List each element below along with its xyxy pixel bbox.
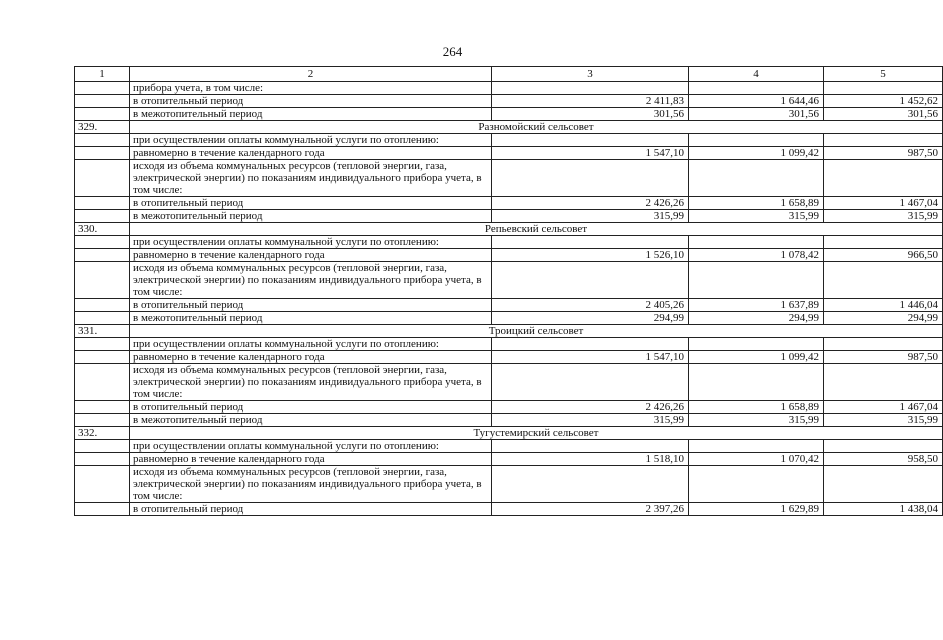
row-number-cell: [75, 147, 130, 160]
row-label: в отопительный период: [130, 503, 492, 516]
tariff-value-col-5: 1 446,04: [824, 299, 943, 312]
row-label: в отопительный период: [130, 197, 492, 210]
row-label: в межотопительный период: [130, 312, 492, 325]
tariff-value-col-4: 315,99: [689, 210, 824, 223]
tariff-value-col-3: 2 426,26: [492, 197, 689, 210]
table-row: [75, 236, 943, 249]
tariff-value-col-4: [689, 338, 824, 351]
row-number-cell: [75, 108, 130, 121]
row-label: равномерно в течение календарного года: [130, 147, 492, 160]
tariff-table: [74, 66, 943, 516]
row-label: в отопительный период: [130, 401, 492, 414]
row-label: в межотопительный период: [130, 414, 492, 427]
tariff-value-col-3: 2 405,26: [492, 299, 689, 312]
tariff-value-col-3: 2 411,83: [492, 95, 689, 108]
table-row: [75, 299, 943, 312]
tariff-value-col-5: 1 438,04: [824, 503, 943, 516]
tariff-value-col-3: 1 547,10: [492, 147, 689, 160]
table-row: [75, 312, 943, 325]
row-number-cell: [75, 503, 130, 516]
row-label: при осуществлении оплаты коммунальной услуги по отоплению:: [130, 338, 492, 351]
tariff-value-col-4: [689, 134, 824, 147]
column-header-1: 1: [75, 67, 130, 82]
row-label: в отопительный период: [130, 299, 492, 312]
column-header-3: 3: [492, 67, 689, 82]
column-header-4: 4: [689, 67, 824, 82]
tariff-value-col-5: 958,50: [824, 453, 943, 466]
tariff-value-col-5: 1 452,62: [824, 95, 943, 108]
tariff-value-col-5: 301,56: [824, 108, 943, 121]
row-number-cell: [75, 262, 130, 299]
council-name: Троицкий сельсовет: [130, 325, 943, 338]
council-name: Тугустемирский сельсовет: [130, 427, 943, 440]
council-header-row: [75, 223, 943, 236]
tariff-value-col-3: [492, 82, 689, 95]
column-number-header: [75, 67, 943, 82]
tariff-value-col-4: [689, 440, 824, 453]
column-header-2: 2: [130, 67, 492, 82]
tariff-value-col-4: [689, 466, 824, 503]
tariff-value-col-3: [492, 134, 689, 147]
tariff-value-col-5: [824, 134, 943, 147]
row-label: равномерно в течение календарного года: [130, 249, 492, 262]
table-row: [75, 95, 943, 108]
tariff-value-col-4: 1 629,89: [689, 503, 824, 516]
table-row: [75, 453, 943, 466]
tariff-value-col-4: 294,99: [689, 312, 824, 325]
row-number-cell: [75, 134, 130, 147]
table-row: [75, 210, 943, 223]
row-label: равномерно в течение календарного года: [130, 453, 492, 466]
tariff-value-col-3: [492, 262, 689, 299]
table-row: [75, 351, 943, 364]
tariff-value-col-5: [824, 466, 943, 503]
council-number: 331.: [75, 325, 130, 338]
table-row: [75, 338, 943, 351]
row-number-cell: [75, 95, 130, 108]
table-row: [75, 134, 943, 147]
table-row: [75, 401, 943, 414]
row-label: исходя из объема коммунальных ресурсов (тепловой энергии, газа, электрической энергии) по показаниям индивидуального прибора учета, в том числе:: [130, 364, 492, 401]
row-label: при осуществлении оплаты коммунальной услуги по отоплению:: [130, 236, 492, 249]
row-number-cell: [75, 312, 130, 325]
tariff-value-col-4: [689, 236, 824, 249]
column-header-5: 5: [824, 67, 943, 82]
tariff-value-col-3: 2 397,26: [492, 503, 689, 516]
tariff-value-col-4: [689, 262, 824, 299]
tariff-value-col-5: 315,99: [824, 210, 943, 223]
row-label: исходя из объема коммунальных ресурсов (тепловой энергии, газа, электрической энергии) по показаниям индивидуального прибора учета, в том числе:: [130, 262, 492, 299]
table-row: [75, 108, 943, 121]
row-number-cell: [75, 82, 130, 95]
tariff-value-col-3: [492, 364, 689, 401]
table-row: [75, 82, 943, 95]
tariff-value-col-3: [492, 338, 689, 351]
row-number-cell: [75, 249, 130, 262]
tariff-value-col-4: [689, 160, 824, 197]
tariff-value-col-5: 294,99: [824, 312, 943, 325]
row-label: в отопительный период: [130, 95, 492, 108]
table-row: [75, 160, 943, 197]
page-number: 264: [442, 44, 463, 59]
row-number-cell: [75, 453, 130, 466]
table-row: [75, 364, 943, 401]
tariff-value-col-5: 1 467,04: [824, 401, 943, 414]
tariff-value-col-3: 1 518,10: [492, 453, 689, 466]
row-label: в межотопительный период: [130, 210, 492, 223]
tariff-value-col-3: 2 426,26: [492, 401, 689, 414]
tariff-value-col-4: [689, 364, 824, 401]
tariff-value-col-4: 1 078,42: [689, 249, 824, 262]
tariff-value-col-5: 966,50: [824, 249, 943, 262]
table-row: [75, 414, 943, 427]
tariff-value-col-5: [824, 82, 943, 95]
row-number-cell: [75, 466, 130, 503]
row-number-cell: [75, 210, 130, 223]
council-header-row: [75, 121, 943, 134]
table-row: [75, 503, 943, 516]
tariff-value-col-4: 1 644,46: [689, 95, 824, 108]
tariff-value-col-3: [492, 160, 689, 197]
council-number: 330.: [75, 223, 130, 236]
row-number-cell: [75, 299, 130, 312]
tariff-value-col-5: 987,50: [824, 351, 943, 364]
row-number-cell: [75, 197, 130, 210]
tariff-value-col-3: [492, 440, 689, 453]
row-label: равномерно в течение календарного года: [130, 351, 492, 364]
row-number-cell: [75, 236, 130, 249]
council-name: Репьевский сельсовет: [130, 223, 943, 236]
row-number-cell: [75, 364, 130, 401]
row-label: исходя из объема коммунальных ресурсов (тепловой энергии, газа, электрической энергии) по показаниям индивидуального прибора учета, в том числе:: [130, 160, 492, 197]
row-label: в межотопительный период: [130, 108, 492, 121]
tariff-value-col-5: 315,99: [824, 414, 943, 427]
tariff-value-col-4: 301,56: [689, 108, 824, 121]
tariff-value-col-5: [824, 262, 943, 299]
tariff-value-col-4: 1 070,42: [689, 453, 824, 466]
tariff-value-col-3: 301,56: [492, 108, 689, 121]
tariff-value-col-4: [689, 82, 824, 95]
tariff-value-col-4: 315,99: [689, 414, 824, 427]
table-row: [75, 262, 943, 299]
tariff-value-col-3: 1 547,10: [492, 351, 689, 364]
row-label: исходя из объема коммунальных ресурсов (тепловой энергии, газа, электрической энергии) по показаниям индивидуального прибора учета, в том числе:: [130, 466, 492, 503]
tariff-value-col-3: 1 526,10: [492, 249, 689, 262]
table-row: [75, 466, 943, 503]
tariff-value-col-3: 315,99: [492, 210, 689, 223]
tariff-value-col-5: 1 467,04: [824, 197, 943, 210]
council-number: 332.: [75, 427, 130, 440]
tariff-value-col-4: 1 658,89: [689, 197, 824, 210]
tariff-value-col-3: 294,99: [492, 312, 689, 325]
tariff-value-col-4: 1 099,42: [689, 351, 824, 364]
council-number: 329.: [75, 121, 130, 134]
tariff-value-col-4: 1 637,89: [689, 299, 824, 312]
row-number-cell: [75, 401, 130, 414]
row-number-cell: [75, 414, 130, 427]
row-label: при осуществлении оплаты коммунальной услуги по отоплению:: [130, 440, 492, 453]
tariff-value-col-3: [492, 466, 689, 503]
tariff-value-col-4: 1 099,42: [689, 147, 824, 160]
tariff-value-col-5: [824, 160, 943, 197]
tariff-value-col-5: [824, 236, 943, 249]
tariff-value-col-4: 1 658,89: [689, 401, 824, 414]
row-number-cell: [75, 351, 130, 364]
tariff-value-col-5: [824, 364, 943, 401]
tariff-value-col-3: [492, 236, 689, 249]
row-label: прибора учета, в том числе:: [130, 82, 492, 95]
council-header-row: [75, 427, 943, 440]
row-number-cell: [75, 160, 130, 197]
council-header-row: [75, 325, 943, 338]
row-number-cell: [75, 338, 130, 351]
tariff-value-col-5: 987,50: [824, 147, 943, 160]
row-label: при осуществлении оплаты коммунальной услуги по отоплению:: [130, 134, 492, 147]
council-name: Разномойский сельсовет: [130, 121, 943, 134]
tariff-value-col-5: [824, 338, 943, 351]
table-row: [75, 197, 943, 210]
tariff-table-body: [75, 67, 943, 516]
tariff-value-col-3: 315,99: [492, 414, 689, 427]
tariff-value-col-5: [824, 440, 943, 453]
table-row: [75, 249, 943, 262]
table-row: [75, 147, 943, 160]
table-row: [75, 440, 943, 453]
row-number-cell: [75, 440, 130, 453]
